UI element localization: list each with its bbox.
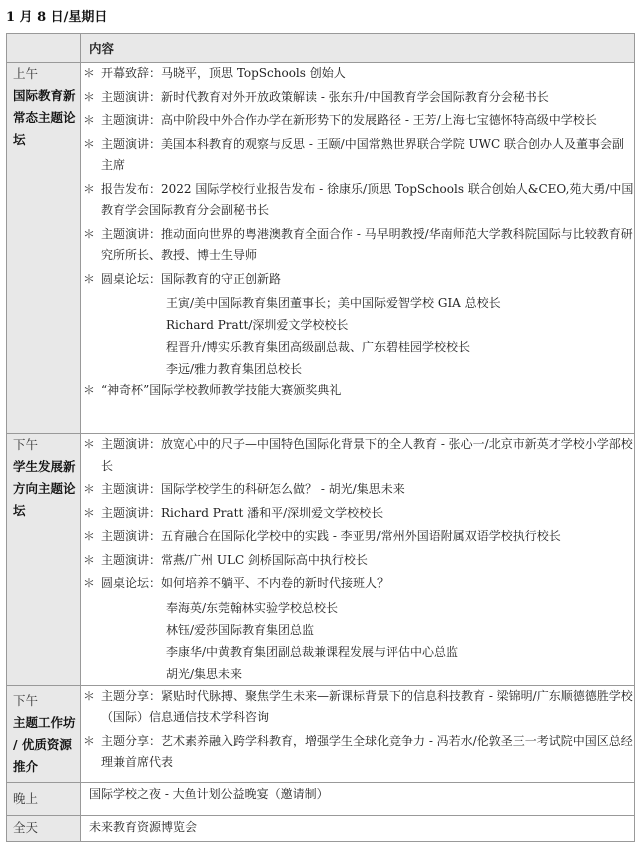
workshop-time: 下午 bbox=[13, 692, 39, 708]
list-item: ＊ 主题演讲：国际学校学生的科研怎么做？ - 胡光/集思未来 bbox=[81, 479, 634, 501]
panelist-line: 李康华/中黄教育集团副总裁兼课程发展与评估中心总监 bbox=[166, 644, 459, 659]
asterisk-bullet-icon: ＊ bbox=[83, 437, 96, 451]
morning-period-cell bbox=[7, 63, 81, 434]
afternoon-session-name: 学生发展新方向主题论坛 bbox=[13, 459, 76, 518]
workshop-session-name: 主题工作坊 / 优质资源推介 bbox=[13, 714, 76, 774]
header-content-label: 内容 bbox=[81, 34, 635, 63]
afternoon-content-cell bbox=[81, 434, 635, 686]
asterisk-bullet-icon: ＊ bbox=[83, 505, 96, 520]
panelist-line: Richard Pratt/深圳爱文学校校长 bbox=[166, 318, 349, 332]
list-item: ＊ 开幕致辞：马晓平，顶思 TopSchools 创始人 bbox=[81, 63, 634, 85]
morning-session-name: 国际教育新常态主题论坛 bbox=[13, 88, 76, 147]
asterisk-bullet-icon: ＊ bbox=[83, 136, 96, 151]
afternoon-row bbox=[7, 434, 635, 686]
morning-content-cell bbox=[81, 63, 635, 434]
asterisk-bullet-icon: ＊ bbox=[83, 576, 96, 590]
asterisk-bullet-icon: ＊ bbox=[83, 529, 96, 543]
evening-row bbox=[7, 782, 635, 815]
list-item: ＊ 主题演讲：放宽心中的尺子—中国特色国际化背景下的全人教育 - 张心一/北京市新英才学校小学部校长 bbox=[81, 434, 634, 477]
evening-content-cell bbox=[81, 782, 635, 815]
list-item: ＊ 圆桌论坛：如何培养不躺平、不内卷的新时代接班人？ bbox=[81, 573, 634, 595]
list-item: ＊ 圆桌论坛：国际教育的守正创新路 bbox=[81, 269, 634, 291]
list-item: ＊ 主题演讲：推动面向世界的粤港澳教育全面合作 - 马早明教授/华南师范大学教科院国际与比较教育研究所所长、教授、博士生导师 bbox=[81, 224, 634, 267]
asterisk-bullet-icon: ＊ bbox=[83, 271, 96, 286]
allday-period-cell bbox=[7, 815, 81, 841]
list-item: ＊ 主题演讲：五育融合在国际化学校中的实践 - 李亚男/常州外国语附属双语学校执行校长 bbox=[81, 526, 634, 548]
asterisk-bullet-icon: ＊ bbox=[83, 113, 96, 127]
panelist-line: 王寅/美中国际教育集团董事长；美中国际爱智学校 GIA 总校长 bbox=[166, 296, 501, 310]
allday-row bbox=[7, 815, 635, 841]
list-item: ＊ 报告发布：2022 国际学校行业报告发布 - 徐康乐/顶思 TopSchools 联合创始人&CEO,苑大勇/中国教育学会国际教育分会副秘书长 bbox=[81, 179, 634, 222]
asterisk-bullet-icon: ＊ bbox=[83, 482, 96, 496]
asterisk-bullet-icon: ＊ bbox=[83, 89, 96, 104]
list-item: ＊ 主题演讲：高中阶段中外合作办学在新形势下的发展路径 - 王芳/上海七宝德怀特高级中学校长 bbox=[81, 110, 634, 132]
asterisk-bullet-icon: ＊ bbox=[83, 688, 96, 703]
panelist-line: 程晋升/博实乐教育集团高级副总裁、广东碧桂园学校校长 bbox=[166, 340, 471, 354]
panelist-line: 奉海英/东莞翰林实验学校总校长 bbox=[166, 600, 339, 615]
table-header-row bbox=[7, 34, 635, 63]
panelist-line: 李远/雅力教育集团总校长 bbox=[166, 362, 303, 376]
allday-content: 未来教育资源博览会 bbox=[89, 819, 198, 834]
evening-time: 晚上 bbox=[13, 790, 39, 806]
afternoon-time: 下午 bbox=[13, 437, 39, 452]
asterisk-bullet-icon: ＊ bbox=[83, 383, 96, 397]
morning-time: 上午 bbox=[13, 66, 39, 81]
list-item: ＊ 主题分享：紧贴时代脉搏、聚焦学生未来—新课标背景下的信息科技教育 - 梁锦明/广东顺德德胜学校（国际）信息通信技术学科咨询 bbox=[81, 686, 634, 729]
allday-content-cell bbox=[81, 815, 635, 841]
list-item: ＊ 主题演讲：Richard Pratt 潘和平/深圳爱文学校校长 bbox=[81, 503, 634, 525]
schedule-table bbox=[6, 33, 635, 842]
workshop-content-cell bbox=[81, 685, 635, 782]
list-item: ＊ 主题分享：艺术素养融入跨学科教育，增强学生全球化竞争力 - 冯若水/伦敦圣三一考试院中国区总经理兼首席代表 bbox=[81, 731, 634, 774]
asterisk-bullet-icon: ＊ bbox=[83, 226, 96, 241]
list-item: ＊ 主题演讲：常燕/广州 ULC 剑桥国际高中执行校长 bbox=[81, 550, 634, 572]
asterisk-bullet-icon: ＊ bbox=[83, 181, 96, 196]
date-title: 1 月 8 日/星期日 bbox=[6, 10, 108, 25]
list-item: ＊ 主题演讲：美国本科教育的观察与反思 - 王颐/中国常熟世界联合学院 UWC 联合创办人及董事会副主席 bbox=[81, 134, 634, 177]
asterisk-bullet-icon: ＊ bbox=[83, 66, 96, 80]
panelist-line: 胡光/集思未来 bbox=[166, 666, 243, 681]
asterisk-bullet-icon: ＊ bbox=[83, 552, 96, 567]
workshop-row bbox=[7, 685, 635, 782]
asterisk-bullet-icon: ＊ bbox=[83, 733, 96, 748]
list-item: ＊ “神奇杯”国际学校教师教学技能大赛颁奖典礼 bbox=[81, 380, 634, 402]
afternoon-period-cell bbox=[7, 434, 81, 686]
panelist-line: 林钰/爱莎国际教育集团总监 bbox=[166, 622, 315, 637]
evening-content: 国际学校之夜 - 大鱼计划公益晚宴（邀请制） bbox=[89, 786, 329, 801]
workshop-period-cell bbox=[7, 685, 81, 782]
evening-period-cell bbox=[7, 782, 81, 815]
header-empty-cell bbox=[7, 34, 81, 63]
allday-time: 全天 bbox=[13, 820, 39, 835]
morning-row bbox=[7, 63, 635, 434]
list-item: ＊ 主题演讲：新时代教育对外开放政策解读 - 张东升/中国教育学会国际教育分会秘书长 bbox=[81, 87, 634, 109]
